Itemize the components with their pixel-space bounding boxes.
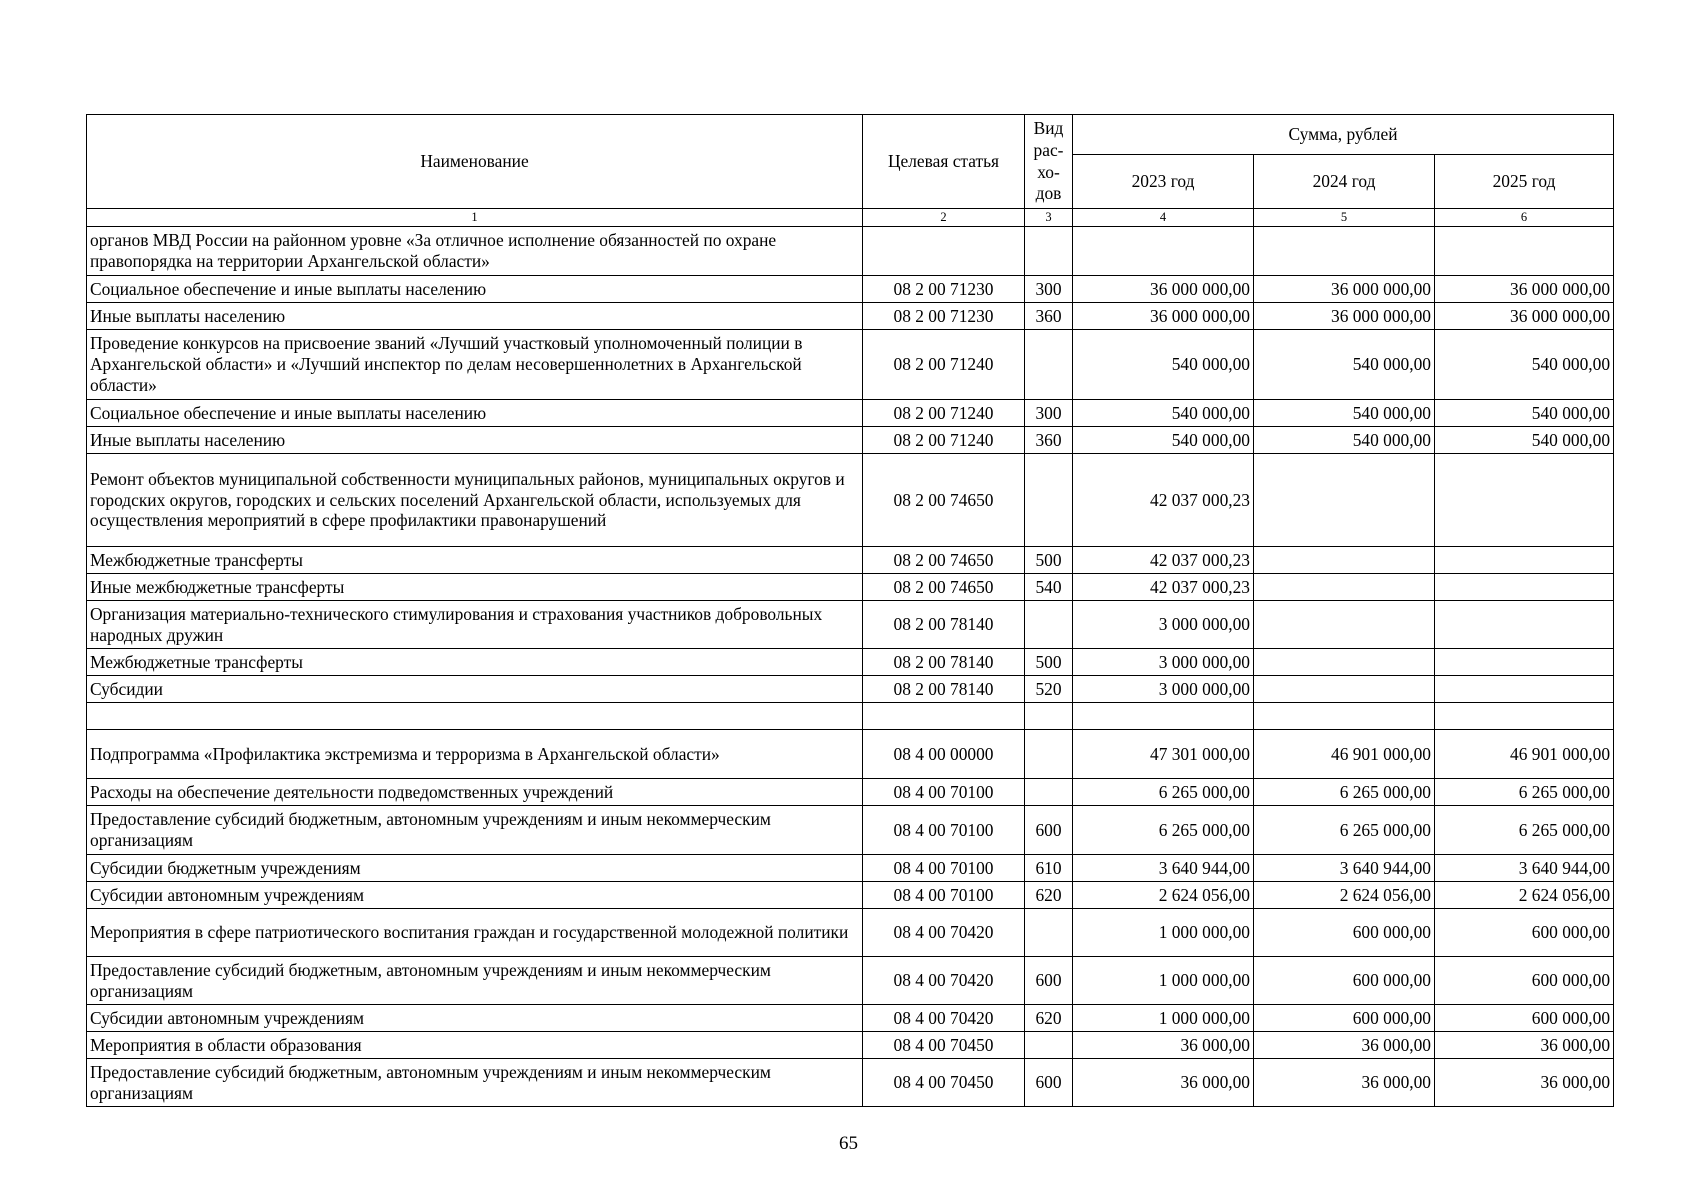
row-sum-2025 <box>1435 649 1614 676</box>
row-sum-2024 <box>1254 227 1435 276</box>
table-row <box>87 276 1614 303</box>
row-sum-2024: 3 640 944,00 <box>1254 855 1435 882</box>
table-row <box>87 1005 1614 1032</box>
header-sum: Сумма, рублей <box>1073 115 1614 155</box>
row-name: Иные выплаты населению <box>87 427 863 454</box>
table-row <box>87 454 1614 547</box>
row-sum-2023 <box>1073 227 1254 276</box>
row-expense-type: 540 <box>1025 574 1073 601</box>
column-number: 4 <box>1073 209 1254 227</box>
row-sum-2024: 2 624 056,00 <box>1254 882 1435 909</box>
header-target-article: Целевая статья <box>863 115 1025 209</box>
header-year-2024: 2024 год <box>1254 155 1435 209</box>
row-expense-type: 600 <box>1025 1059 1073 1107</box>
row-target-article: 08 2 00 78140 <box>863 676 1025 703</box>
table-row <box>87 882 1614 909</box>
row-name: Предоставление субсидий бюджетным, автономным учреждениям и иным некоммерческим организациям <box>87 1059 863 1107</box>
row-target-article: 08 2 00 74650 <box>863 574 1025 601</box>
row-sum-2024 <box>1254 574 1435 601</box>
row-sum-2024: 600 000,00 <box>1254 909 1435 957</box>
table-row <box>87 400 1614 427</box>
row-sum-2023: 3 640 944,00 <box>1073 855 1254 882</box>
row-expense-type <box>1025 601 1073 649</box>
row-sum-2025: 540 000,00 <box>1435 330 1614 400</box>
row-sum-2025: 600 000,00 <box>1435 1005 1614 1032</box>
table-row <box>87 427 1614 454</box>
row-target-article: 08 4 00 70100 <box>863 882 1025 909</box>
table-row <box>87 676 1614 703</box>
header-expense-type: Вид рас-хо-дов <box>1025 115 1073 209</box>
row-sum-2023: 36 000,00 <box>1073 1032 1254 1059</box>
row-sum-2025 <box>1435 547 1614 574</box>
row-target-article: 08 4 00 70100 <box>863 806 1025 855</box>
row-expense-type <box>1025 330 1073 400</box>
row-sum-2024: 46 901 000,00 <box>1254 730 1435 779</box>
row-name: Субсидии <box>87 676 863 703</box>
row-expense-type <box>1025 1032 1073 1059</box>
header-year-2025: 2025 год <box>1435 155 1614 209</box>
row-sum-2024: 36 000,00 <box>1254 1032 1435 1059</box>
column-number: 2 <box>863 209 1025 227</box>
row-sum-2023: 42 037 000,23 <box>1073 547 1254 574</box>
row-target-article: 08 4 00 00000 <box>863 730 1025 779</box>
table-row <box>87 303 1614 330</box>
row-sum-2025: 540 000,00 <box>1435 400 1614 427</box>
row-sum-2025: 36 000,00 <box>1435 1032 1614 1059</box>
row-expense-type: 600 <box>1025 806 1073 855</box>
row-sum-2023: 6 265 000,00 <box>1073 806 1254 855</box>
row-sum-2025: 6 265 000,00 <box>1435 806 1614 855</box>
row-name: Иные выплаты населению <box>87 303 863 330</box>
row-sum-2023: 1 000 000,00 <box>1073 909 1254 957</box>
row-sum-2023: 540 000,00 <box>1073 400 1254 427</box>
row-name: Социальное обеспечение и иные выплаты населению <box>87 276 863 303</box>
table-row <box>87 330 1614 400</box>
row-expense-type: 520 <box>1025 676 1073 703</box>
row-expense-type: 360 <box>1025 303 1073 330</box>
row-sum-2024: 36 000 000,00 <box>1254 276 1435 303</box>
row-sum-2024 <box>1254 454 1435 547</box>
row-sum-2024: 600 000,00 <box>1254 957 1435 1005</box>
header-name: Наименование <box>87 115 863 209</box>
budget-table <box>86 114 1614 1107</box>
row-sum-2023: 36 000 000,00 <box>1073 276 1254 303</box>
row-target-article: 08 4 00 70420 <box>863 957 1025 1005</box>
table-row <box>87 601 1614 649</box>
row-sum-2024: 540 000,00 <box>1254 330 1435 400</box>
row-expense-type: 360 <box>1025 427 1073 454</box>
row-target-article: 08 4 00 70100 <box>863 855 1025 882</box>
row-sum-2024: 540 000,00 <box>1254 427 1435 454</box>
row-sum-2025 <box>1435 703 1614 730</box>
row-sum-2024: 600 000,00 <box>1254 1005 1435 1032</box>
row-name: Мероприятия в сфере патриотического воспитания граждан и государственной молодежной политики <box>87 909 863 957</box>
row-sum-2025: 36 000,00 <box>1435 1059 1614 1107</box>
row-sum-2024: 6 265 000,00 <box>1254 806 1435 855</box>
row-name: Межбюджетные трансферты <box>87 547 863 574</box>
table-row <box>87 1032 1614 1059</box>
row-sum-2025: 36 000 000,00 <box>1435 276 1614 303</box>
row-name: Межбюджетные трансферты <box>87 649 863 676</box>
row-sum-2023: 6 265 000,00 <box>1073 779 1254 806</box>
row-sum-2025 <box>1435 454 1614 547</box>
row-sum-2024: 36 000,00 <box>1254 1059 1435 1107</box>
row-sum-2025 <box>1435 676 1614 703</box>
row-sum-2024: 36 000 000,00 <box>1254 303 1435 330</box>
row-sum-2024 <box>1254 601 1435 649</box>
row-name: Иные межбюджетные трансферты <box>87 574 863 601</box>
row-target-article: 08 2 00 71230 <box>863 303 1025 330</box>
row-target-article: 08 2 00 78140 <box>863 649 1025 676</box>
row-sum-2023: 36 000 000,00 <box>1073 303 1254 330</box>
table-row <box>87 909 1614 957</box>
row-expense-type <box>1025 909 1073 957</box>
row-sum-2025 <box>1435 601 1614 649</box>
column-number-row <box>87 209 1614 227</box>
row-sum-2024 <box>1254 703 1435 730</box>
row-target-article <box>863 703 1025 730</box>
row-target-article: 08 2 00 74650 <box>863 454 1025 547</box>
row-name: органов МВД России на районном уровне «За отличное исполнение обязанностей по охране правопорядка на территории Архангельской области» <box>87 227 863 276</box>
row-name: Проведение конкурсов на присвоение званий «Лучший участковый уполномоченный полиции в Архангельской области» и «Лучший инспектор по делам несовершеннолетних в Архангельской области» <box>87 330 863 400</box>
column-number: 1 <box>87 209 863 227</box>
row-name: Расходы на обеспечение деятельности подведомственных учреждений <box>87 779 863 806</box>
table-row <box>87 574 1614 601</box>
row-expense-type: 620 <box>1025 882 1073 909</box>
row-name: Предоставление субсидий бюджетным, автономным учреждениям и иным некоммерческим организациям <box>87 806 863 855</box>
row-sum-2025: 46 901 000,00 <box>1435 730 1614 779</box>
row-sum-2023: 1 000 000,00 <box>1073 957 1254 1005</box>
row-expense-type: 300 <box>1025 400 1073 427</box>
row-target-article: 08 2 00 71240 <box>863 330 1025 400</box>
row-sum-2025 <box>1435 574 1614 601</box>
row-sum-2024 <box>1254 676 1435 703</box>
row-target-article: 08 2 00 78140 <box>863 601 1025 649</box>
row-sum-2024 <box>1254 547 1435 574</box>
row-name: Мероприятия в области образования <box>87 1032 863 1059</box>
page-number: 65 <box>839 1133 858 1154</box>
table-row <box>87 779 1614 806</box>
row-sum-2025 <box>1435 227 1614 276</box>
row-sum-2025: 36 000 000,00 <box>1435 303 1614 330</box>
row-target-article: 08 2 00 74650 <box>863 547 1025 574</box>
row-sum-2024: 6 265 000,00 <box>1254 779 1435 806</box>
row-name: Организация материально-технического стимулирования и страхования участников добровольных народных дружин <box>87 601 863 649</box>
row-expense-type <box>1025 730 1073 779</box>
row-expense-type: 600 <box>1025 957 1073 1005</box>
row-sum-2023: 3 000 000,00 <box>1073 676 1254 703</box>
table-row <box>87 730 1614 779</box>
table-row <box>87 547 1614 574</box>
row-expense-type: 620 <box>1025 1005 1073 1032</box>
row-target-article: 08 2 00 71240 <box>863 427 1025 454</box>
row-sum-2023: 540 000,00 <box>1073 427 1254 454</box>
column-number: 5 <box>1254 209 1435 227</box>
row-target-article: 08 2 00 71240 <box>863 400 1025 427</box>
row-name: Субсидии бюджетным учреждениям <box>87 855 863 882</box>
row-name: Ремонт объектов муниципальной собственности муниципальных районов, муниципальных округов и городских округов, городских и сельских поселений Архангельской области, используемых для осуществления мероприятий в сфере профилактики правонарушений <box>87 454 863 547</box>
header-year-2023: 2023 год <box>1073 155 1254 209</box>
row-target-article: 08 4 00 70420 <box>863 909 1025 957</box>
row-sum-2025: 2 624 056,00 <box>1435 882 1614 909</box>
row-sum-2025: 540 000,00 <box>1435 427 1614 454</box>
row-name: Подпрограмма «Профилактика экстремизма и терроризма в Архангельской области» <box>87 730 863 779</box>
row-sum-2025: 6 265 000,00 <box>1435 779 1614 806</box>
row-name: Субсидии автономным учреждениям <box>87 882 863 909</box>
table-row <box>87 1059 1614 1107</box>
row-target-article: 08 2 00 71230 <box>863 276 1025 303</box>
table-row <box>87 806 1614 855</box>
row-sum-2023 <box>1073 703 1254 730</box>
column-number: 6 <box>1435 209 1614 227</box>
row-sum-2023: 3 000 000,00 <box>1073 601 1254 649</box>
row-name: Субсидии автономным учреждениям <box>87 1005 863 1032</box>
row-target-article: 08 4 00 70450 <box>863 1059 1025 1107</box>
row-sum-2023: 1 000 000,00 <box>1073 1005 1254 1032</box>
row-expense-type: 500 <box>1025 547 1073 574</box>
row-sum-2023: 36 000,00 <box>1073 1059 1254 1107</box>
row-sum-2023: 540 000,00 <box>1073 330 1254 400</box>
row-target-article: 08 4 00 70100 <box>863 779 1025 806</box>
row-sum-2023: 42 037 000,23 <box>1073 454 1254 547</box>
row-sum-2024 <box>1254 649 1435 676</box>
row-sum-2025: 600 000,00 <box>1435 909 1614 957</box>
row-target-article: 08 4 00 70450 <box>863 1032 1025 1059</box>
row-name <box>87 703 863 730</box>
table-row <box>87 855 1614 882</box>
row-expense-type <box>1025 703 1073 730</box>
row-expense-type: 300 <box>1025 276 1073 303</box>
row-sum-2023: 47 301 000,00 <box>1073 730 1254 779</box>
row-sum-2024: 540 000,00 <box>1254 400 1435 427</box>
row-sum-2023: 2 624 056,00 <box>1073 882 1254 909</box>
row-sum-2023: 42 037 000,23 <box>1073 574 1254 601</box>
row-expense-type: 610 <box>1025 855 1073 882</box>
row-expense-type <box>1025 454 1073 547</box>
table-row <box>87 649 1614 676</box>
row-target-article: 08 4 00 70420 <box>863 1005 1025 1032</box>
row-target-article <box>863 227 1025 276</box>
table-row <box>87 227 1614 276</box>
table-row <box>87 957 1614 1005</box>
row-sum-2025: 3 640 944,00 <box>1435 855 1614 882</box>
row-sum-2023: 3 000 000,00 <box>1073 649 1254 676</box>
row-name: Предоставление субсидий бюджетным, автономным учреждениям и иным некоммерческим организациям <box>87 957 863 1005</box>
row-name: Социальное обеспечение и иные выплаты населению <box>87 400 863 427</box>
row-expense-type: 500 <box>1025 649 1073 676</box>
table-body <box>87 227 1614 1107</box>
row-sum-2025: 600 000,00 <box>1435 957 1614 1005</box>
table-row <box>87 703 1614 730</box>
row-expense-type <box>1025 779 1073 806</box>
column-number: 3 <box>1025 209 1073 227</box>
row-expense-type <box>1025 227 1073 276</box>
